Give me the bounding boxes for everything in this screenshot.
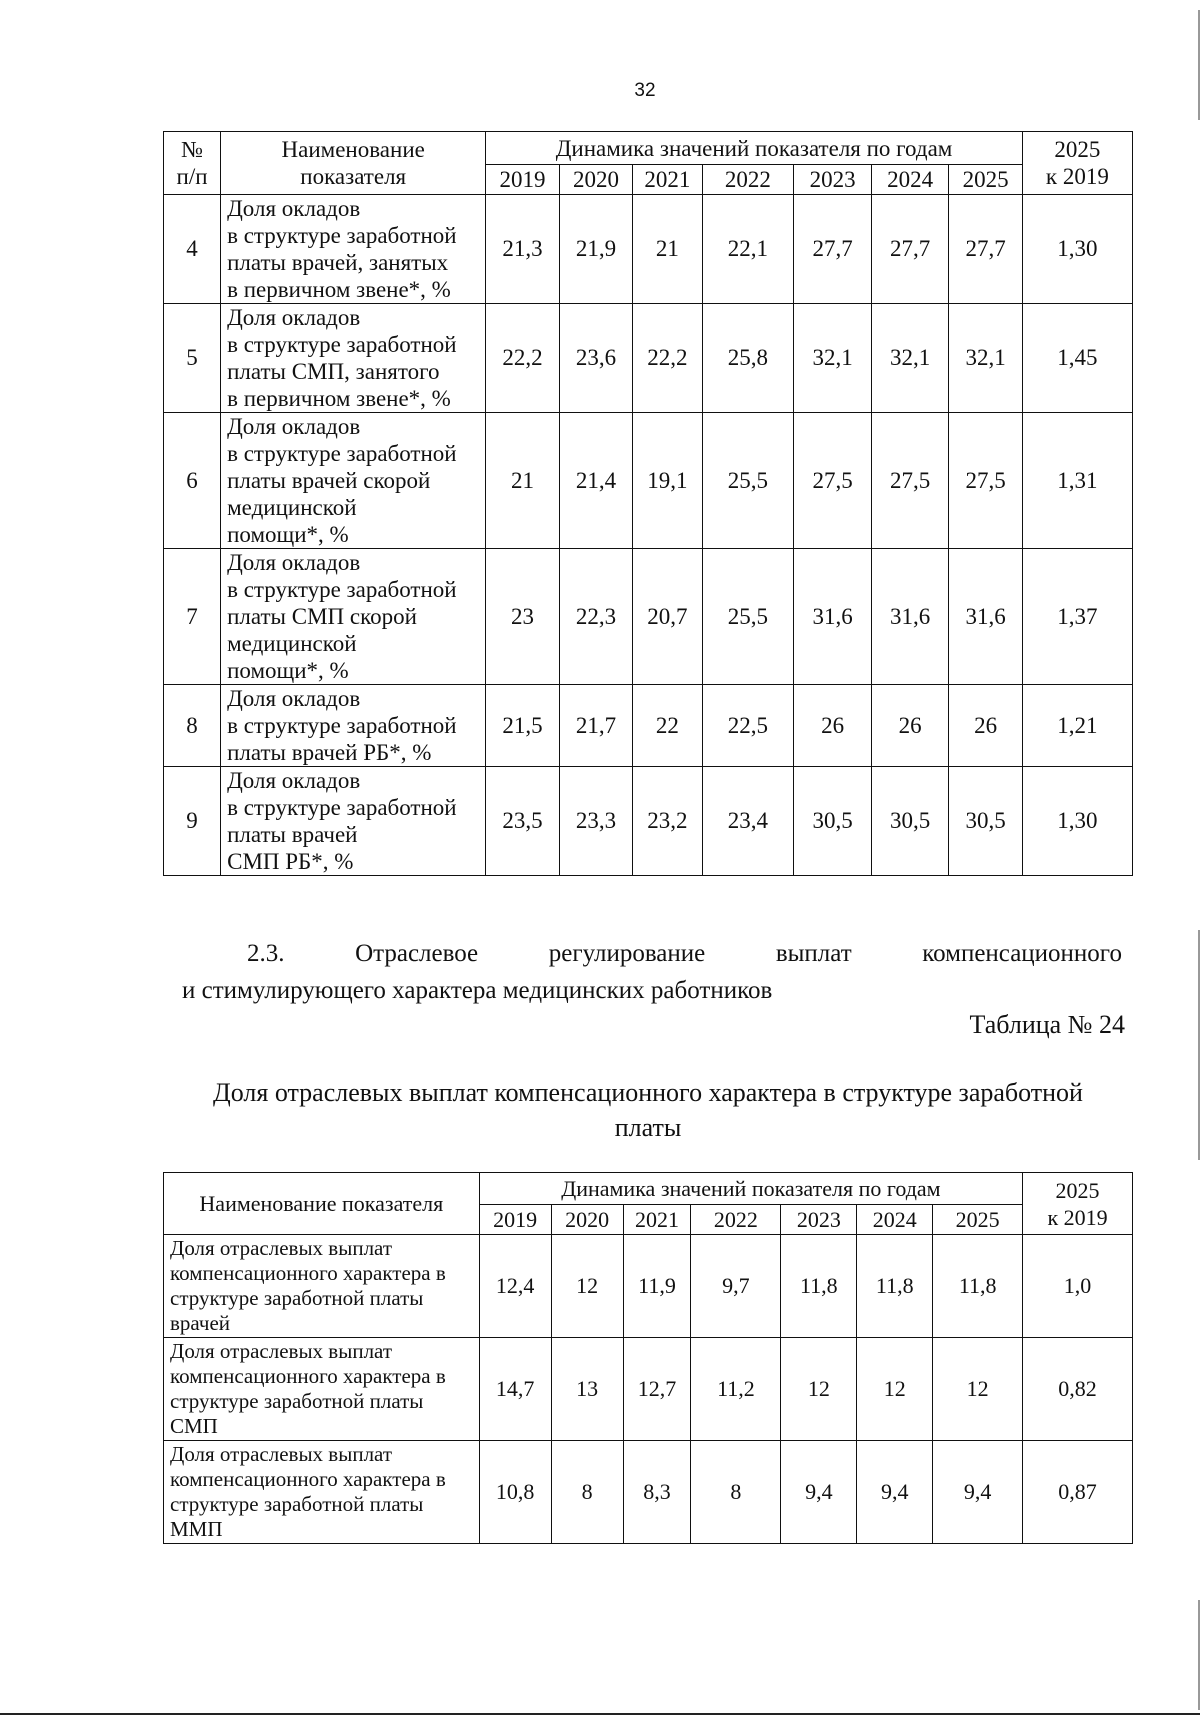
- value-cell: 21: [633, 195, 702, 304]
- value-cell: 30,5: [871, 767, 949, 876]
- ratio-cell: 1,0: [1023, 1235, 1133, 1338]
- indicator-name: Доля окладов в структуре заработной платы врачей, занятых в первичном звене*, %: [221, 195, 486, 304]
- value-cell: 11,2: [691, 1338, 781, 1441]
- value-cell: 22,2: [486, 304, 559, 413]
- value-cell: 27,7: [794, 195, 872, 304]
- value-cell: 22: [633, 685, 702, 767]
- year-header-2022: 2022: [691, 1205, 781, 1235]
- row-number: 4: [164, 195, 221, 304]
- value-cell: 32,1: [794, 304, 872, 413]
- value-cell: 20,7: [633, 549, 702, 685]
- year-header-2024: 2024: [857, 1205, 933, 1235]
- year-header-2021: 2021: [633, 165, 702, 195]
- header-dynamics: Динамика значений показателя по годам: [479, 1173, 1022, 1205]
- table-row: [164, 549, 1133, 685]
- header-ratio: 2025 к 2019: [1023, 1173, 1133, 1235]
- year-header-2020: 2020: [559, 165, 632, 195]
- value-cell: 26: [794, 685, 872, 767]
- value-cell: 11,8: [781, 1235, 857, 1338]
- section-heading-line1: [182, 940, 1122, 968]
- value-cell: 23,5: [486, 767, 559, 876]
- value-cell: 23: [486, 549, 559, 685]
- indicator-name: Доля отраслевых выплат компенсационного характера в структуре заработной платы СМП: [164, 1338, 480, 1441]
- compensation-share-table: [163, 1172, 1133, 1544]
- value-cell: 26: [871, 685, 949, 767]
- table-row: [164, 304, 1133, 413]
- value-cell: 27,5: [794, 413, 872, 549]
- table-row: [164, 195, 1133, 304]
- value-cell: 12: [551, 1235, 623, 1338]
- value-cell: 32,1: [871, 304, 949, 413]
- table-row: [164, 1235, 1133, 1338]
- value-cell: 11,8: [857, 1235, 933, 1338]
- section-word: компенсационного: [922, 940, 1122, 967]
- table-row: [164, 685, 1133, 767]
- value-cell: 21,9: [559, 195, 632, 304]
- value-cell: 31,6: [871, 549, 949, 685]
- year-header-2020: 2020: [551, 1205, 623, 1235]
- table-row: [164, 413, 1133, 549]
- value-cell: 8,3: [623, 1441, 691, 1544]
- ratio-cell: 1,45: [1022, 304, 1132, 413]
- value-cell: 25,5: [702, 413, 794, 549]
- value-cell: 25,8: [702, 304, 794, 413]
- table-row: [164, 1441, 1133, 1544]
- value-cell: 19,1: [633, 413, 702, 549]
- year-header-2025: 2025: [933, 1205, 1023, 1235]
- value-cell: 11,8: [933, 1235, 1023, 1338]
- value-cell: 12,7: [623, 1338, 691, 1441]
- value-cell: 12: [857, 1338, 933, 1441]
- value-cell: 9,7: [691, 1235, 781, 1338]
- value-cell: 30,5: [949, 767, 1022, 876]
- value-cell: 26: [949, 685, 1022, 767]
- value-cell: 8: [691, 1441, 781, 1544]
- table-title: Доля отраслевых выплат компенсационного характера в структуре заработной платы: [213, 1078, 1083, 1142]
- value-cell: 10,8: [479, 1441, 551, 1544]
- indicator-name: Доля отраслевых выплат компенсационного характера в структуре заработной платы врачей: [164, 1235, 480, 1338]
- row-number: 5: [164, 304, 221, 413]
- year-header-2022: 2022: [702, 165, 794, 195]
- header-name: Наименование показателя: [221, 132, 486, 195]
- value-cell: 23,6: [559, 304, 632, 413]
- table-row: [164, 1338, 1133, 1441]
- value-cell: 22,5: [702, 685, 794, 767]
- year-header-2025: 2025: [949, 165, 1022, 195]
- row-number: 7: [164, 549, 221, 685]
- section-word: выплат: [775, 940, 852, 967]
- value-cell: 23,4: [702, 767, 794, 876]
- indicator-name: Доля окладов в структуре заработной платы СМП, занятого в первичном звене*, %: [221, 304, 486, 413]
- value-cell: 32,1: [949, 304, 1022, 413]
- header-num: № п/п: [164, 132, 221, 195]
- ratio-cell: 0,82: [1023, 1338, 1133, 1441]
- value-cell: 30,5: [794, 767, 872, 876]
- year-header-2023: 2023: [794, 165, 872, 195]
- value-cell: 31,6: [949, 549, 1022, 685]
- value-cell: 9,4: [933, 1441, 1023, 1544]
- section-word: регулирование: [548, 940, 706, 967]
- indicator-name: Доля окладов в структуре заработной платы врачей скорой медицинской помощи*, %: [221, 413, 486, 549]
- value-cell: 21: [486, 413, 559, 549]
- value-cell: 21,7: [559, 685, 632, 767]
- value-cell: 12: [933, 1338, 1023, 1441]
- indicator-name: Доля отраслевых выплат компенсационного характера в структуре заработной платы ММП: [164, 1441, 480, 1544]
- table-label: Таблица № 24: [969, 1010, 1125, 1039]
- value-cell: 22,3: [559, 549, 632, 685]
- row-number: 6: [164, 413, 221, 549]
- value-cell: 14,7: [479, 1338, 551, 1441]
- year-header-2019: 2019: [486, 165, 559, 195]
- ratio-cell: 1,21: [1022, 685, 1132, 767]
- ratio-cell: 1,31: [1022, 413, 1132, 549]
- value-cell: 27,5: [949, 413, 1022, 549]
- value-cell: 21,3: [486, 195, 559, 304]
- value-cell: 27,5: [871, 413, 949, 549]
- header-name: Наименование показателя: [164, 1173, 480, 1235]
- value-cell: 22,1: [702, 195, 794, 304]
- value-cell: 27,7: [871, 195, 949, 304]
- section-word: Отраслевое: [355, 940, 479, 967]
- indicator-name: Доля окладов в структуре заработной платы врачей СМП РБ*, %: [221, 767, 486, 876]
- page-bottom-border: [0, 1713, 1200, 1715]
- indicator-name: Доля окладов в структуре заработной платы СМП скорой медицинской помощи*, %: [221, 549, 486, 685]
- value-cell: 21,5: [486, 685, 559, 767]
- section-number: 2.3.: [247, 940, 285, 967]
- value-cell: 9,4: [781, 1441, 857, 1544]
- value-cell: 22,2: [633, 304, 702, 413]
- salary-share-table: [163, 131, 1133, 876]
- year-header-2024: 2024: [871, 165, 949, 195]
- year-header-2019: 2019: [479, 1205, 551, 1235]
- ratio-cell: 0,87: [1023, 1441, 1133, 1544]
- value-cell: 8: [551, 1441, 623, 1544]
- ratio-cell: 1,30: [1022, 767, 1132, 876]
- table-row: [164, 767, 1133, 876]
- value-cell: 12,4: [479, 1235, 551, 1338]
- indicator-name: Доля окладов в структуре заработной платы врачей РБ*, %: [221, 685, 486, 767]
- year-header-2021: 2021: [623, 1205, 691, 1235]
- header-dynamics: Динамика значений показателя по годам: [486, 132, 1023, 165]
- section-heading-line2: и стимулирующего характера медицинских работников: [182, 977, 773, 1004]
- row-number: 8: [164, 685, 221, 767]
- value-cell: 12: [781, 1338, 857, 1441]
- header-ratio: 2025 к 2019: [1022, 132, 1132, 195]
- year-header-2023: 2023: [781, 1205, 857, 1235]
- value-cell: 23,2: [633, 767, 702, 876]
- value-cell: 31,6: [794, 549, 872, 685]
- page-number: 32: [634, 80, 656, 101]
- value-cell: 27,7: [949, 195, 1022, 304]
- value-cell: 9,4: [857, 1441, 933, 1544]
- row-number: 9: [164, 767, 221, 876]
- ratio-cell: 1,30: [1022, 195, 1132, 304]
- value-cell: 21,4: [559, 413, 632, 549]
- value-cell: 11,9: [623, 1235, 691, 1338]
- value-cell: 25,5: [702, 549, 794, 685]
- value-cell: 23,3: [559, 767, 632, 876]
- ratio-cell: 1,37: [1022, 549, 1132, 685]
- value-cell: 13: [551, 1338, 623, 1441]
